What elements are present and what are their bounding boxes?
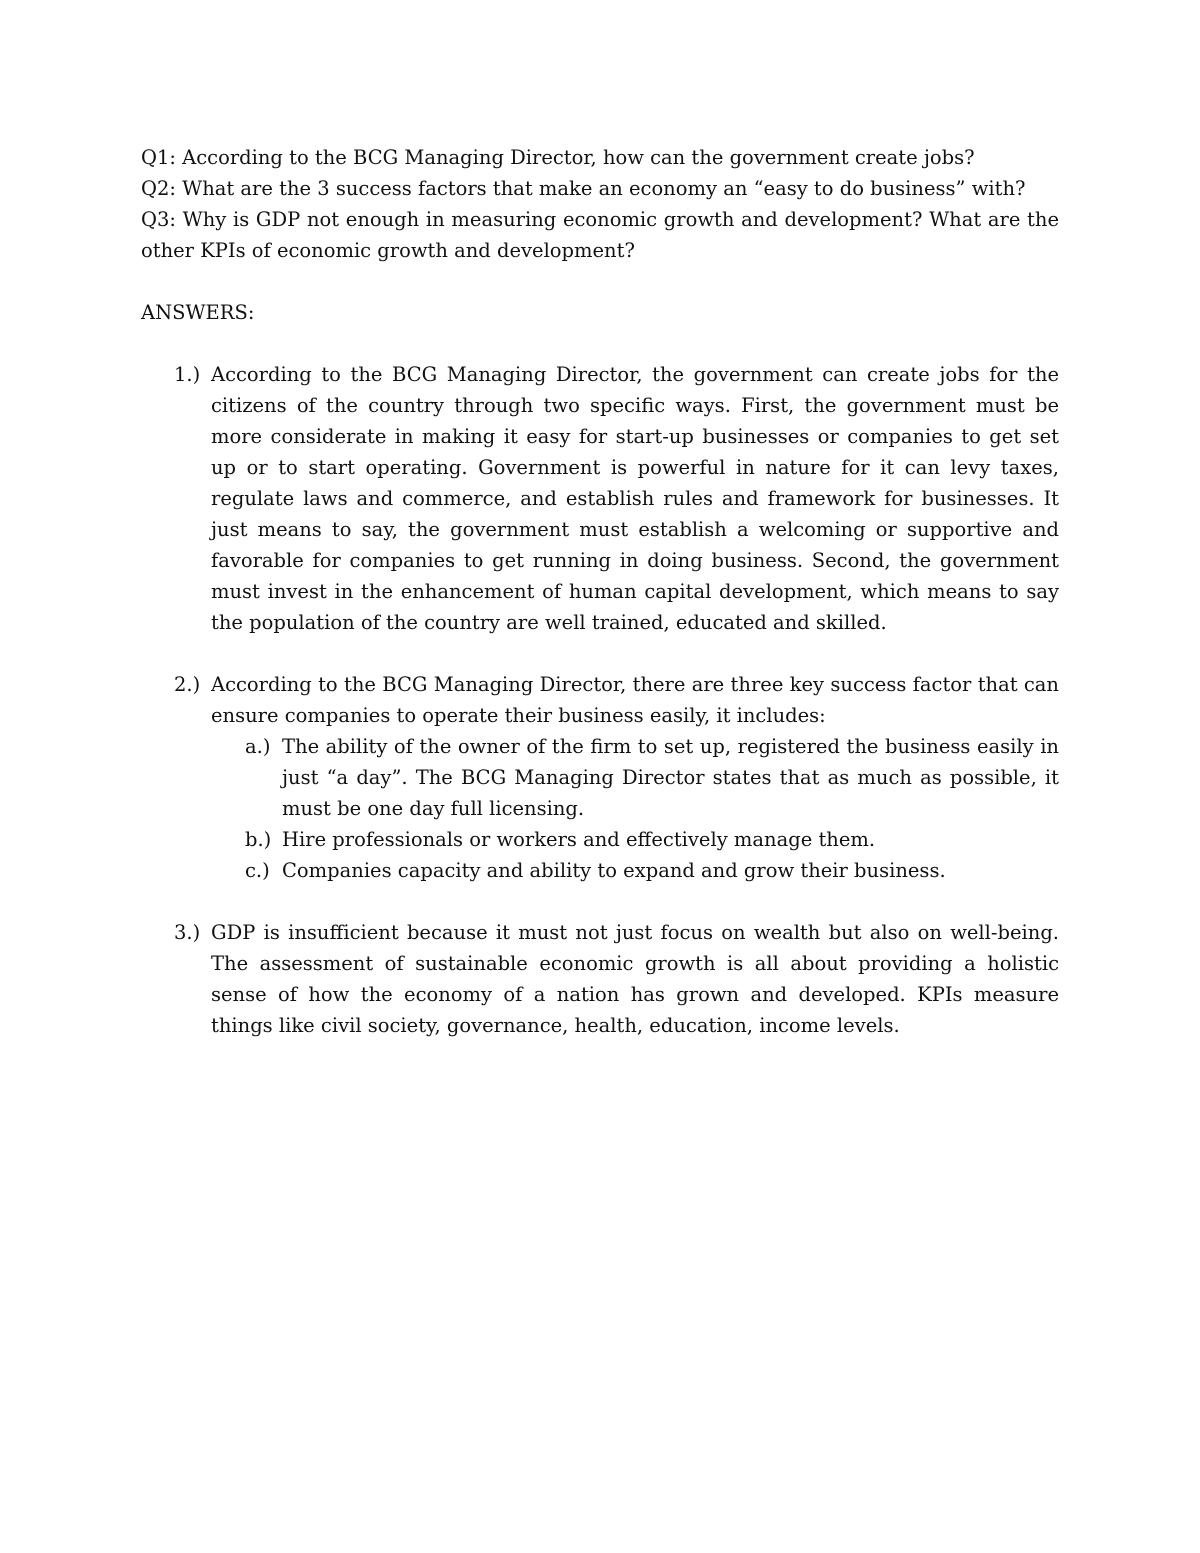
success-factor-a bbox=[211, 731, 1059, 824]
answer-3 bbox=[141, 917, 1059, 1041]
sub-item-letter: a.) bbox=[245, 735, 271, 758]
answer-number: 1.) bbox=[174, 363, 201, 386]
questions-section bbox=[141, 142, 1059, 266]
question-2: Q2: What are the 3 success factors that make an economy an “easy to do business” with? bbox=[141, 177, 1026, 200]
answers-heading: ANSWERS: bbox=[141, 301, 255, 324]
question-3: Q3: Why is GDP not enough in measuring economic growth and development? What are the other KPIs of economic growth and development? bbox=[141, 208, 1059, 262]
document-body bbox=[141, 142, 1059, 1072]
question-1: Q1: According to the BCG Managing Director, how can the government create jobs? bbox=[141, 146, 975, 169]
answer-1 bbox=[141, 359, 1059, 638]
answer-text: According to the BCG Managing Director, the government can create jobs for the citizens of the country through two specific ways. First, the government must be more considerate in making it easy for start-up businesses or companies to get set up or to start operating. Government is powerful in nature for it can levy taxes, regulate laws and commerce, and establish rules and framework for businesses. It just means to say, the government must establish a welcoming or supportive and favorable for companies to get running in doing business. Second, the government must invest in the enhancement of human capital development, which means to say the population of the country are well trained, educated and skilled. bbox=[211, 363, 1059, 634]
answer-text: GDP is insufficient because it must not just focus on wealth but also on well-being. The assessment of sustainable economic growth is all about providing a holistic sense of how the economy of a nation has grown and developed. KPIs measure things like civil society, governance, health, education, income levels. bbox=[211, 921, 1059, 1037]
sub-item-text: The ability of the owner of the firm to set up, registered the business easily in just “a day”. The BCG Managing Director states that as much as possible, it must be one day full licensing. bbox=[282, 735, 1059, 820]
success-factor-b bbox=[211, 824, 1059, 855]
answer-text: According to the BCG Managing Director, there are three key success factor that can ensure companies to operate their business easily, it includes: bbox=[211, 673, 1059, 727]
sub-item-text: Hire professionals or workers and effectively manage them. bbox=[282, 828, 876, 851]
sub-item-letter: b.) bbox=[245, 828, 272, 851]
answer-number: 3.) bbox=[174, 921, 201, 944]
answer-number: 2.) bbox=[174, 673, 201, 696]
sub-item-letter: c.) bbox=[245, 859, 270, 882]
success-factors-list bbox=[211, 731, 1059, 886]
answer-2 bbox=[141, 669, 1059, 886]
sub-item-text: Companies capacity and ability to expand and grow their business. bbox=[282, 859, 946, 882]
answers-list bbox=[141, 359, 1059, 1041]
success-factor-c bbox=[211, 855, 1059, 886]
